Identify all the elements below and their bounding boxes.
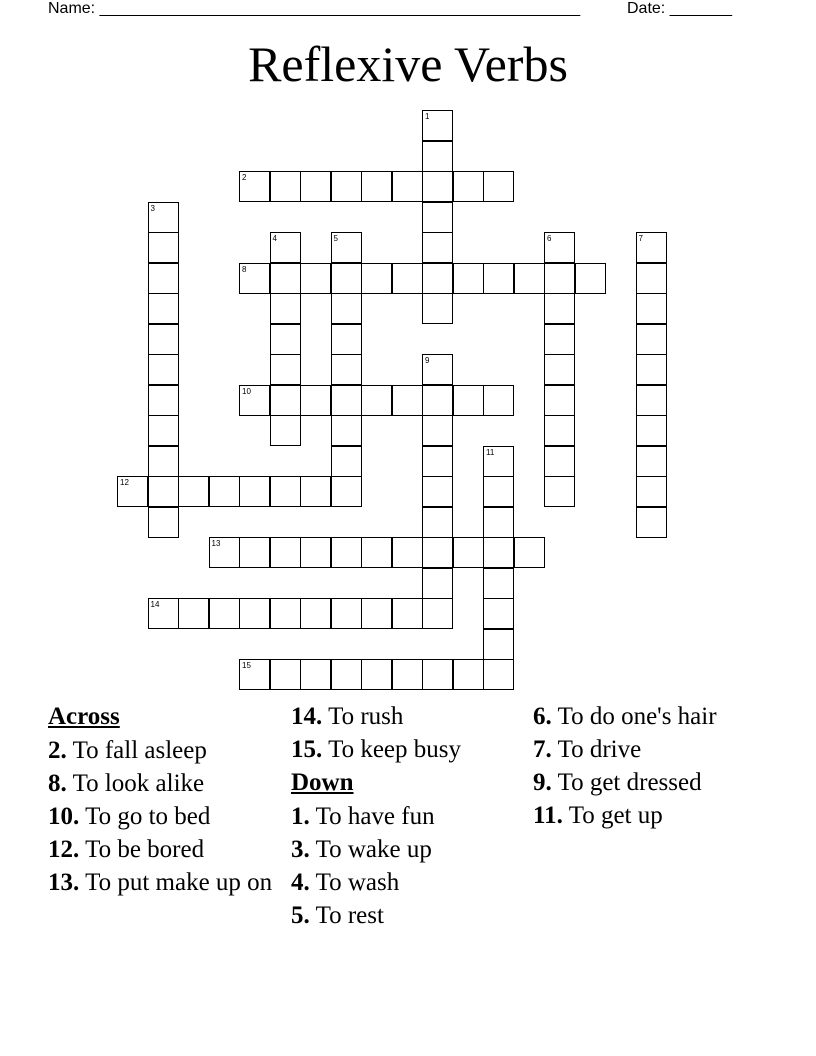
- grid-cell[interactable]: [422, 385, 453, 416]
- grid-cell[interactable]: [300, 537, 331, 568]
- clue-text: To get up: [568, 802, 663, 829]
- grid-cell[interactable]: [178, 476, 209, 507]
- grid-cell[interactable]: [636, 293, 667, 324]
- down-heading: Down: [291, 769, 354, 796]
- grid-cell[interactable]: [636, 232, 667, 263]
- clue-text: To be bored: [85, 836, 205, 863]
- clue-text: To rest: [315, 902, 384, 929]
- grid-cell[interactable]: [270, 171, 301, 202]
- grid-cell[interactable]: [544, 293, 575, 324]
- grid-cell[interactable]: [483, 385, 514, 416]
- grid-cell[interactable]: [209, 476, 240, 507]
- cell-number: 7: [638, 234, 643, 243]
- grid-cell[interactable]: [361, 537, 392, 568]
- clue-text: To rush: [328, 703, 404, 730]
- grid-cell[interactable]: [636, 507, 667, 538]
- grid-cell[interactable]: [392, 537, 423, 568]
- cell-number: 6: [547, 234, 552, 243]
- clue-down-7: [533, 737, 733, 763]
- grid-cell[interactable]: [331, 293, 362, 324]
- grid-cell[interactable]: [422, 476, 453, 507]
- across-heading: Across: [48, 703, 120, 730]
- cell-number: 2: [242, 173, 247, 182]
- clue-number: 2.: [48, 737, 67, 764]
- clue-text: To have fun: [315, 803, 435, 830]
- cell-number: 8: [242, 264, 247, 274]
- grid-cell[interactable]: [636, 354, 667, 385]
- cell-number: 4: [272, 234, 277, 243]
- grid-cell[interactable]: [636, 385, 667, 416]
- grid-cell[interactable]: [361, 598, 392, 629]
- grid-cell[interactable]: [148, 415, 179, 446]
- grid-cell[interactable]: [453, 263, 484, 294]
- grid-cell[interactable]: [270, 232, 301, 263]
- grid-cell[interactable]: [331, 476, 362, 507]
- clue-column-3: [533, 704, 733, 836]
- clue-number: 7.: [533, 736, 552, 763]
- grid-cell[interactable]: [331, 171, 362, 202]
- cell-number: 11: [486, 447, 495, 457]
- grid-cell[interactable]: [483, 507, 514, 538]
- clue-down-5: [291, 903, 531, 929]
- grid-cell[interactable]: [117, 476, 148, 507]
- grid-cell[interactable]: [392, 263, 423, 294]
- grid-cell[interactable]: [636, 446, 667, 477]
- grid-cell[interactable]: [483, 263, 514, 294]
- clue-across-13: [48, 870, 288, 896]
- clue-down-3: [291, 837, 531, 863]
- grid-cell[interactable]: [178, 598, 209, 629]
- clue-number: 3.: [291, 836, 310, 863]
- clue-text: To look alike: [72, 770, 205, 797]
- grid-cell[interactable]: [270, 476, 301, 507]
- grid-cell[interactable]: [422, 507, 453, 538]
- grid-cell[interactable]: [636, 324, 667, 355]
- clue-across-15: [291, 737, 531, 763]
- clue-text: To keep busy: [328, 736, 462, 763]
- grid-cell[interactable]: [300, 171, 331, 202]
- clue-across-14: [291, 704, 531, 730]
- clue-number: 10.: [48, 803, 80, 830]
- grid-cell[interactable]: [270, 354, 301, 385]
- clue-number: 5.: [291, 902, 310, 929]
- clue-number: 4.: [291, 869, 310, 896]
- grid-cell[interactable]: [636, 263, 667, 294]
- grid-cell[interactable]: [514, 537, 545, 568]
- grid-cell[interactable]: [392, 598, 423, 629]
- grid-cell[interactable]: [239, 598, 270, 629]
- grid-cell[interactable]: [239, 476, 270, 507]
- grid-cell[interactable]: [209, 598, 240, 629]
- cell-number: 15: [242, 661, 251, 670]
- clue-number: 14.: [291, 703, 323, 730]
- grid-cell[interactable]: [483, 629, 514, 660]
- clue-text: To wake up: [315, 836, 432, 863]
- clue-number: 12.: [48, 836, 80, 863]
- grid-cell[interactable]: [300, 385, 331, 416]
- date-field-label: Date: _______: [627, 0, 732, 17]
- grid-cell[interactable]: [544, 232, 575, 263]
- grid-cell[interactable]: [361, 385, 392, 416]
- clue-text: To wash: [315, 869, 400, 896]
- grid-cell[interactable]: [148, 507, 179, 538]
- grid-cell[interactable]: [270, 263, 301, 294]
- grid-cell[interactable]: [209, 537, 240, 568]
- grid-cell[interactable]: [636, 415, 667, 446]
- grid-cell[interactable]: [544, 324, 575, 355]
- grid-cell[interactable]: [483, 446, 514, 477]
- grid-cell[interactable]: [483, 568, 514, 599]
- grid-cell[interactable]: [422, 141, 453, 172]
- grid-cell[interactable]: [422, 415, 453, 446]
- grid-cell[interactable]: [636, 476, 667, 507]
- grid-cell[interactable]: [514, 263, 545, 294]
- grid-cell[interactable]: [148, 324, 179, 355]
- clue-text: To drive: [557, 736, 642, 763]
- grid-cell[interactable]: [331, 659, 362, 690]
- grid-cell[interactable]: [331, 537, 362, 568]
- clue-number: 9.: [533, 769, 552, 796]
- grid-cell[interactable]: [483, 171, 514, 202]
- grid-cell[interactable]: [422, 202, 453, 233]
- cell-number: 14: [150, 600, 160, 609]
- grid-cell[interactable]: [331, 232, 362, 263]
- clue-number: 1.: [291, 803, 310, 830]
- grid-cell[interactable]: [361, 171, 392, 202]
- grid-cell[interactable]: [544, 476, 575, 507]
- grid-cell[interactable]: [148, 293, 179, 324]
- grid-cell[interactable]: [239, 537, 270, 568]
- grid-cell[interactable]: [270, 293, 301, 324]
- grid-cell[interactable]: [270, 324, 301, 355]
- cell-number: 5: [333, 234, 338, 243]
- grid-cell[interactable]: [575, 263, 606, 294]
- clue-number: 13.: [48, 869, 80, 896]
- grid-cell[interactable]: [422, 446, 453, 477]
- grid-cell[interactable]: [422, 110, 453, 141]
- grid-cell[interactable]: [239, 171, 270, 202]
- grid-cell[interactable]: [422, 568, 453, 599]
- cell-number: 10: [242, 386, 251, 396]
- grid-cell[interactable]: [148, 385, 179, 416]
- grid-cell[interactable]: [148, 598, 179, 629]
- grid-cell[interactable]: [544, 415, 575, 446]
- clue-number: 11.: [533, 802, 563, 829]
- clue-down-11: [533, 803, 733, 829]
- cell-number: 12: [120, 478, 129, 487]
- grid-cell[interactable]: [453, 537, 484, 568]
- grid-cell[interactable]: [331, 354, 362, 385]
- grid-cell[interactable]: [483, 659, 514, 690]
- grid-cell[interactable]: [544, 354, 575, 385]
- grid-cell[interactable]: [544, 385, 575, 416]
- clue-text: To go to bed: [85, 803, 211, 830]
- grid-cell[interactable]: [483, 598, 514, 629]
- grid-cell[interactable]: [331, 385, 362, 416]
- clue-number: 15.: [291, 736, 323, 763]
- grid-cell[interactable]: [331, 324, 362, 355]
- grid-cell[interactable]: [453, 659, 484, 690]
- grid-cell[interactable]: [392, 171, 423, 202]
- clue-down-9: [533, 770, 733, 796]
- grid-cell[interactable]: [422, 171, 453, 202]
- clue-text: To do one's hair: [557, 703, 717, 730]
- grid-cell[interactable]: [148, 354, 179, 385]
- clue-down-6: [533, 704, 733, 730]
- grid-cell[interactable]: [422, 232, 453, 263]
- grid-cell[interactable]: [148, 476, 179, 507]
- grid-cell[interactable]: [422, 293, 453, 324]
- grid-cell[interactable]: [422, 537, 453, 568]
- grid-cell[interactable]: [483, 476, 514, 507]
- grid-cell[interactable]: [300, 476, 331, 507]
- cell-number: 3: [150, 203, 155, 213]
- clue-across-2: [48, 738, 288, 764]
- grid-cell[interactable]: [239, 659, 270, 690]
- grid-cell[interactable]: [453, 171, 484, 202]
- clue-text: To get dressed: [557, 769, 702, 796]
- grid-cell[interactable]: [270, 537, 301, 568]
- grid-cell[interactable]: [148, 263, 179, 294]
- grid-cell[interactable]: [148, 232, 179, 263]
- grid-cell[interactable]: [270, 598, 301, 629]
- grid-cell[interactable]: [331, 598, 362, 629]
- grid-cell[interactable]: [483, 537, 514, 568]
- clue-across-12: [48, 837, 288, 863]
- grid-cell[interactable]: [300, 598, 331, 629]
- grid-cell[interactable]: [239, 263, 270, 294]
- cell-number: 13: [211, 539, 221, 548]
- grid-cell[interactable]: [361, 263, 392, 294]
- clue-text: To put make up on: [85, 869, 273, 896]
- clue-column-1: [48, 704, 288, 903]
- grid-cell[interactable]: [270, 385, 301, 416]
- cell-number: 9: [425, 356, 430, 365]
- clue-number: 6.: [533, 703, 552, 730]
- cell-number: 1: [425, 112, 430, 121]
- grid-cell[interactable]: [422, 598, 453, 629]
- grid-cell[interactable]: [453, 385, 484, 416]
- grid-cell[interactable]: [422, 263, 453, 294]
- grid-cell[interactable]: [392, 385, 423, 416]
- clue-column-2: [291, 704, 531, 936]
- page-title: Reflexive Verbs: [248, 36, 568, 92]
- clue-across-8: [48, 771, 288, 797]
- clue-down-4: [291, 870, 531, 896]
- name-field-label: Name: ______________________________________________________: [48, 0, 581, 17]
- grid-cell[interactable]: [239, 385, 270, 416]
- grid-cell[interactable]: [422, 354, 453, 385]
- clue-number: 8.: [48, 770, 67, 797]
- grid-cell[interactable]: [300, 659, 331, 690]
- grid-cell[interactable]: [544, 446, 575, 477]
- grid-cell[interactable]: [361, 659, 392, 690]
- clue-across-10: [48, 804, 288, 830]
- clue-down-1: [291, 804, 531, 830]
- grid-cell[interactable]: [148, 446, 179, 477]
- grid-cell[interactable]: [392, 659, 423, 690]
- grid-cell[interactable]: [270, 659, 301, 690]
- grid-cell[interactable]: [148, 202, 179, 233]
- grid-cell[interactable]: [331, 446, 362, 477]
- grid-cell[interactable]: [331, 415, 362, 446]
- grid-cell[interactable]: [544, 263, 575, 294]
- clue-text: To fall asleep: [72, 737, 207, 764]
- grid-cell[interactable]: [422, 659, 453, 690]
- grid-cell[interactable]: [270, 415, 301, 446]
- grid-cell[interactable]: [331, 263, 362, 294]
- grid-cell[interactable]: [300, 263, 331, 294]
